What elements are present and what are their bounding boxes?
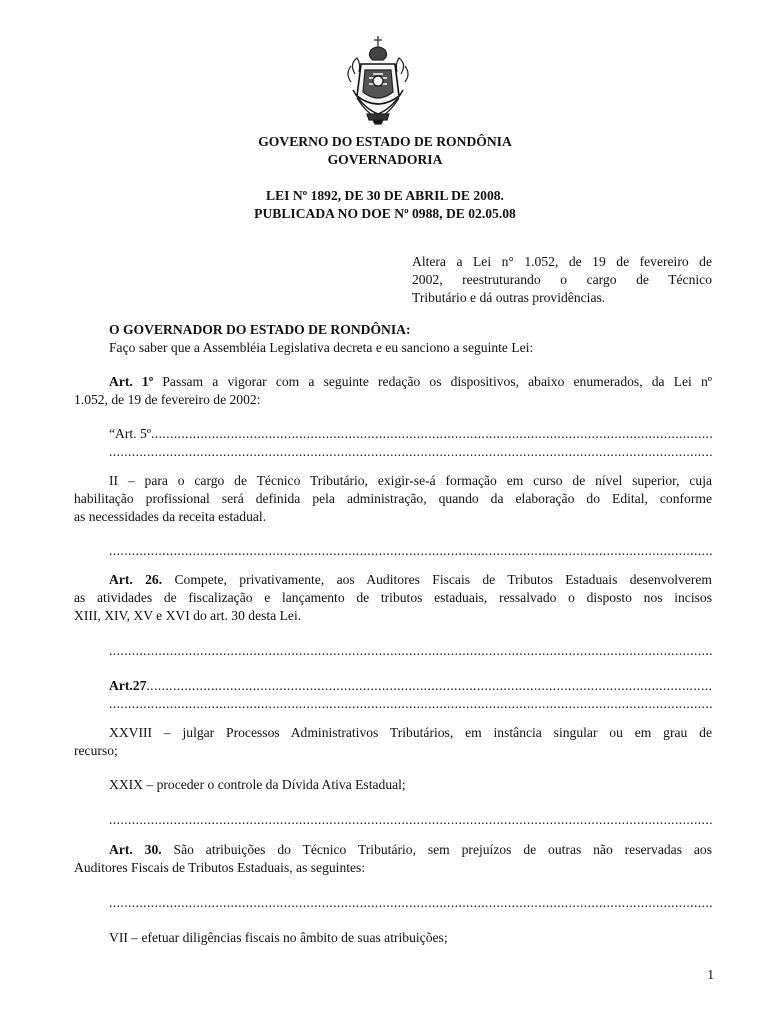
dotted-line [109, 894, 712, 912]
item-ii-line-2: habilitação profissional será definida pela administração, quando da elaboração do Edital, conforme [74, 491, 712, 506]
dotted-line [109, 443, 712, 461]
publication-line: PUBLICADA NO DOE Nº 0988, DE 02.05.08 [254, 206, 516, 221]
dotted-leader [146, 677, 712, 695]
article-26-line-2: as atividades de fiscalização e lançamento de tributos estaduais, ressalvado o disposto nos incisos [74, 590, 712, 605]
ementa [412, 253, 712, 307]
article-26-line-3: XIII, XIV, XV e XVI do art. 30 desta Lei. [74, 608, 302, 623]
ementa-line: 2002, reestruturando o cargo de Técnico [412, 272, 712, 287]
dotted-line [109, 642, 712, 660]
article-5-leader [74, 425, 712, 443]
law-title: LEI Nº 1892, DE 30 DE ABRIL DE 2008. [266, 188, 504, 203]
item-ii [74, 472, 712, 526]
article-1-line-2: 1.052, de 19 de fevereiro de 2002: [74, 392, 261, 407]
item-xxviii-line-2: recurso; [74, 743, 118, 758]
article-27-label: Art.27 [109, 678, 147, 693]
org-line-2: GOVERNADORIA [327, 152, 443, 167]
article-26-line-1: Art. 26. Compete, privativamente, aos Auditores Fiscais de Tributos Estaduais desenvolverem [109, 572, 712, 587]
dotted-line [109, 811, 712, 829]
ementa-line: Altera a Lei n° 1.052, de 19 de fevereiro de [412, 254, 712, 269]
item-vii-line: VII – efetuar diligências fiscais no âmbito de suas atribuições; [109, 930, 448, 945]
preamble-heading: O GOVERNADOR DO ESTADO DE RONDÔNIA: [109, 322, 411, 337]
dotted-line [109, 695, 712, 713]
state-coat-of-arms-icon [343, 34, 413, 126]
preamble-text: Faço saber que a Assembléia Legislativa decreta e eu sanciono a seguinte Lei: [109, 340, 534, 355]
item-xxix [74, 776, 712, 794]
article-30-line-1: Art. 30. São atribuições do Técnico Tributário, sem prejuízos de outras não reservadas aos [109, 842, 713, 857]
item-ii-line-3: as necessidades da receita estadual. [74, 509, 267, 524]
article-30 [74, 841, 712, 877]
org-line-1: GOVERNO DO ESTADO DE RONDÔNIA [258, 134, 512, 149]
page-number: 1 [707, 967, 714, 982]
article-1-line-1: Art. 1º Passam a vigorar com a seguinte redação os dispositivos, abaixo enumerados, da Lei nº [109, 374, 712, 389]
item-vii [74, 929, 712, 947]
dotted-leader [151, 425, 712, 443]
ementa-line: Tributário e dá outras providências. [412, 290, 606, 305]
item-ii-line-1: II – para o cargo de Técnico Tributário, exigir-se-á formação em curso de nível superior, cuja [109, 473, 712, 488]
item-xxviii [74, 724, 712, 760]
preamble [74, 321, 712, 357]
article-27-line [74, 677, 712, 695]
article-30-line-2: Auditores Fiscais de Tributos Estaduais, as seguintes: [74, 860, 366, 875]
article-5-label: “Art. 5º [109, 426, 151, 441]
article-1 [74, 373, 712, 409]
article-27-leader [74, 677, 712, 695]
article-26 [74, 571, 712, 625]
item-xxviii-line-1: XXVIII – julgar Processos Administrativos Tributários, em instância singular ou em grau de [109, 725, 712, 740]
article-5-line [74, 425, 712, 443]
item-xxix-line: XXIX – proceder o controle da Dívida Ativa Estadual; [109, 777, 406, 792]
dotted-line [109, 542, 712, 560]
